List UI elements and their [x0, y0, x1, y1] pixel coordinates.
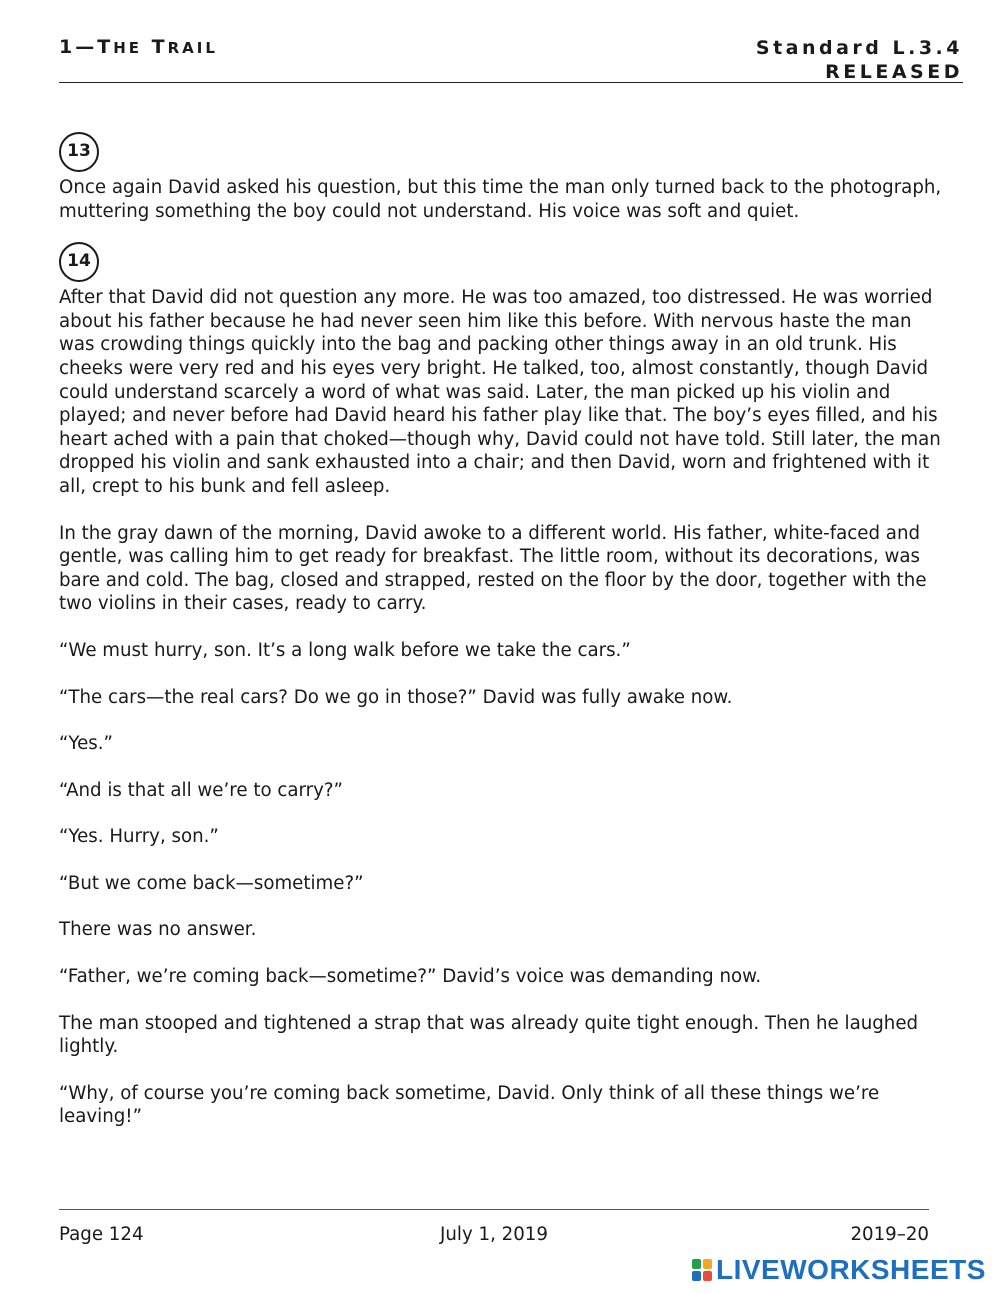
paragraph: “Why, of course you’re coming back sometime, David. Only think of all these things we’re leaving!” [59, 1082, 880, 1128]
page-footer [59, 1224, 929, 1248]
paragraph: “Father, we’re coming back—sometime?” David’s voice was demanding now. [59, 966, 762, 988]
logo-block-orange [703, 1259, 712, 1269]
paragraph: “And is that all we’re to carry?” [59, 779, 343, 801]
paragraph: “We must hurry, son. It’s a long walk before we take the cars.” [59, 639, 631, 661]
logo-block-green [692, 1259, 701, 1269]
logo-text: LIVEWORKSHEETS [716, 1254, 986, 1285]
chapter-title-he: HE [113, 39, 143, 57]
page-header [59, 34, 963, 83]
liveworksheets-logo[interactable] [692, 1256, 986, 1284]
footer-year: 2019–20 [850, 1224, 929, 1245]
paragraph-13: Once again David asked his question, but this time the man only turned back to the photograph, muttering something the boy could not understand. His voice was soft and quiet. [59, 177, 942, 222]
chapter-title-t1: T [97, 36, 114, 58]
paragraph: “But we come back—sometime?” [59, 872, 364, 894]
paragraph: “Yes.” [59, 733, 113, 755]
paragraph-number-13: 13 [59, 132, 99, 172]
footer-divider [59, 1209, 929, 1210]
logo-block-blue [692, 1271, 701, 1281]
logo-block-red [703, 1271, 712, 1281]
paragraph: There was no answer. [59, 919, 257, 941]
standard-block [756, 36, 963, 84]
paragraph-14: After that David did not question any more. He was too amazed, too distressed. He was worried about his father because he had never seen him like this before. With nervous haste the man was crowding things quickly into the bag and packing other things away in an old trunk. His cheeks were very red and his eyes very bright. He talked, too, almost constantly, though David could understand scarcely a word of what was said. Later, the man picked up his violin and played; and never before had David heard his father play like that. The boy’s eyes filled, and his heart ached with a pain that choked—though why, David could not have told. Still later, the man dropped his violin and sank exhausted into a chair; and then David, worn and frightened with it all, crept to his bunk and fell asleep. [59, 287, 941, 497]
passage [59, 132, 944, 1152]
paragraph: In the gray dawn of the morning, David awoke to a different world. His father, white-faced and gentle, was calling him to get ready for breakfast. The little room, without its decorations, was bare and cold. The bag, closed and strapped, rested on the floor by the door, together with the two violins in their cases, ready to carry. [59, 522, 927, 615]
chapter-title-space [142, 36, 152, 58]
chapter-number: 1— [59, 36, 98, 58]
standard-label: Standard L.3.4 [755, 37, 963, 59]
chapter-title-rail: RAIL [167, 39, 218, 57]
released-label: RELEASED [825, 61, 963, 83]
chapter-title-t2: T [151, 36, 168, 58]
page-number: Page 124 [59, 1224, 144, 1245]
paragraph: “Yes. Hurry, son.” [59, 826, 219, 848]
paragraph: The man stooped and tightened a strap that was already quite tight enough. Then he laughed lightly. [59, 1012, 919, 1058]
footer-date: July 1, 2019 [440, 1224, 548, 1245]
paragraph: “The cars—the real cars? Do we go in those?” David was fully awake now. [59, 686, 733, 708]
chapter-title [59, 36, 218, 58]
paragraph-number-14: 14 [59, 242, 99, 282]
logo-blocks-icon [692, 1259, 712, 1281]
